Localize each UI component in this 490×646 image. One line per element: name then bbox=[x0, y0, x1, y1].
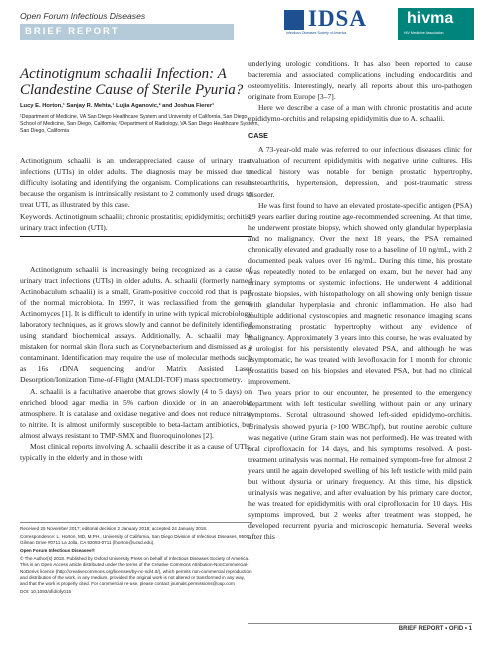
body-paragraph: Actinotignum schaalii is increasingly being recognized as a cause of urinary tract infections (UTIs) in older adults. A. schaalii (formerly named Actinobaculum schaalii) is a small, Gram-positive coccoid rod that is part of the normal microbiota. In 1997, it was reclassified from the genus Actinomyces [1]. It is difficult to identify in urine with typical microbiology laboratory techniques, as it grows slowly and cannot be definitely identified using standard biochemical assays. Additionally, A. schaalii may be mistaken for normal skin flora such as Corynebacterium and dismissed as a contaminant. Identification may require the use of molecular methods such as 16s rDNA sequencing and/or Matrix Assisted Laser Desorption/Ionization Time-of-Flight (MALDI-TOF) mass spectrometry. bbox=[20, 265, 252, 385]
hivma-logo-text: hivma bbox=[407, 10, 454, 27]
body-paragraph: Most clinical reports involving A. schaalii describe it as a cause of UTIs, typically in the elderly and in those with bbox=[20, 441, 252, 462]
abstract bbox=[20, 155, 252, 210]
affiliations: ¹Department of Medicine, VA San Diego Healthcare System and University of California, San Diego, School of Medicine, San Diego, California; ²Department of Radiology, VA San Diego Healthcare System, San Diego, California bbox=[20, 114, 259, 135]
body-paragraph: A. schaalii is a facultative anaerobe that grows slowly (4 to 5 days) on enriched blood agar media in 5% carbon dioxide or in an anaerobic atmosphere. It is catalase and oxidase negative and does not reduce nitrate to nitrite. It is almost uniformly susceptible to beta-lactam antibiotics, but almost always resistant to TMP-SMX and fluoroquinolones [2]. bbox=[20, 386, 252, 440]
page-footer: BRIEF REPORT • OFID • 1 bbox=[398, 626, 472, 632]
case-paragraph: A 73-year-old male was referred to our infectious diseases clinic for evaluation of recurrent epididymitis with negative urine cultures. His medical history was notable for benign prostatic hypertrophy, osteoarthritis, hypertension, depression, and post-traumatic stress disorder. bbox=[248, 145, 472, 199]
footnote-license: © The Author(s) 2018. Published by Oxford University Press on behalf of Infectious Diseases Society of America. This is an Open Access article distributed under the terms of the Creative Commons Attribution-NonCommercial-NoDerivs licence (http://creativecommons.org/licenses/by-nc-nd/4.0/), which permits non-commercial reproduction and distribution of the work, in any medium, provided the original work is not altered or transformed in any way, and that the work is properly cited. For commercial re-use, please contact journals.permissions@oup.com bbox=[20, 556, 252, 586]
author-list: Lucy E. Horton,¹ Sanjay R. Mehta,¹ Lujia Aganovic,² and Joshua Fierer¹ bbox=[20, 103, 215, 109]
journal-name: Open Forum Infectious Diseases bbox=[20, 11, 146, 21]
footnote-received: Received 25 November 2017; editorial decision 2 January 2018; accepted 24 January 2018. bbox=[20, 526, 208, 531]
case-paragraph: Two years prior to our encounter, he presented to the emergency department with left testicular swelling without pain or any urinary symptoms. Scrotal ultrasound showed left-sided epididymo-orchitis. Urinalysis showed pyuria (>100 WBC/hpf), but routine aerobic culture was negative (urine Gram stain was not performed). He was treated with oral ciprofloxacin for 14 days, and his symptoms resolved. A post-treatment urinalysis was normal. He remained symptom-free for almost 2 years until he again developed swelling of his left testicle with mild pain but without dysuria or urinary frequency. At this time, his dipstick urinalysis was negative, and after evaluation by his primary care doctor, he was treated for epididymitis with oral ciprofloxacin for 10 days. His symptoms improved, but 2 weeks after treatment was stopped, he developed recurrent pyuria and microscopic hematuria. Several weeks after this bbox=[248, 388, 472, 541]
footnote-divider bbox=[20, 522, 252, 523]
idsa-logo-mark bbox=[284, 10, 304, 30]
footnote-journal: Open Forum Infectious Diseases® bbox=[20, 548, 95, 554]
keywords bbox=[20, 211, 252, 233]
abstract-divider bbox=[20, 236, 252, 237]
keywords-text: Keywords. Actinotignum schaalii; chronic prostatitis; epididymitis; orchitis; urinary tract infection (UTI). bbox=[20, 212, 252, 233]
body-left-column bbox=[20, 264, 252, 463]
footnote-correspondence: Correspondence: L. Horton, MD, M.PH., University of California, San Diego Division of Infectious Diseases, 9500 Gilman Drive #0711 La Jolla, CA 92093-0711 (lhorton@ucsd.edu). bbox=[20, 534, 250, 546]
abstract-text: Actinotignum schaalii is an underappreciated cause of urinary tract infections (UTIs) in older adults. The diagnosis may be missed due to difficulty isolating and identifying the organism. Complications can result because the organism is intrinsically resistant to 2 commonly used drugs to treat UTI, as illustrated by this case. bbox=[20, 156, 252, 210]
footnote-doi: DOI: 10.1093/ofid/ofy015 bbox=[20, 588, 72, 594]
body-paragraph: underlying urologic conditions. It has also been reported to cause bacteremia and associated complications including endocarditis and osteomyelitis. Interestingly, nearly all reports about this uro-pathogen originate from Europe [3–7]. bbox=[248, 59, 472, 102]
idsa-logo-subtitle: Infectious Diseases Society of America bbox=[286, 31, 347, 35]
idsa-logo bbox=[284, 6, 370, 36]
idsa-logo-text: IDSA bbox=[308, 6, 367, 31]
section-banner bbox=[20, 24, 234, 40]
body-right-column bbox=[248, 58, 472, 542]
hivma-logo-subtitle: HIV Medicine Association bbox=[404, 31, 444, 35]
footer-divider bbox=[248, 623, 472, 624]
case-paragraph: He was first found to have an elevated prostate-specific antigen (PSA) 19 years earlier during routine age-recommended screening. At that time, he underwent prostate biopsy, which showed only glandular hyperplasia and no malignancy. Over the next 18 years, the PSA remained chronically elevated and gradually rose to a baseline of 10 ng/mL, with 2 documented peak values over 16 ng/mL. During this time, his prostate was repeatedly noted to be enlarged on exam, but he never had any urinary symptoms or systemic infections. He underwent 4 additional prostate biopsies, with histopathology on all showing only benign tissue with glandular hyperplasia and chronic inflammation. He also had multiple additional cystoscopies and magnetic resonance imaging scans demonstrating prostatic hypertrophy without any evidence of malignancy. Approximately 3 years into this course, he was evaluated by a urologist for his persistently elevated PSA, and although he was asymptomatic, he was treated with levofloxacin for 1 month for chronic prostatitis based on his biopsies and elevated PSA, but had no clinical improvement. bbox=[248, 200, 472, 387]
footnotes bbox=[20, 526, 252, 597]
case-heading: CASE bbox=[248, 131, 268, 141]
section-label: BRIEF REPORT bbox=[25, 26, 120, 37]
hivma-logo bbox=[398, 8, 474, 40]
article-title: Actinotignum schaalii Infection: A Clandestine Cause of Sterile Pyuria? bbox=[20, 66, 244, 98]
body-paragraph: Here we describe a case of a man with chronic prostatitis and acute epididymo-orchitis and relapsing epididymitis due to A. schaalii. bbox=[248, 103, 472, 124]
